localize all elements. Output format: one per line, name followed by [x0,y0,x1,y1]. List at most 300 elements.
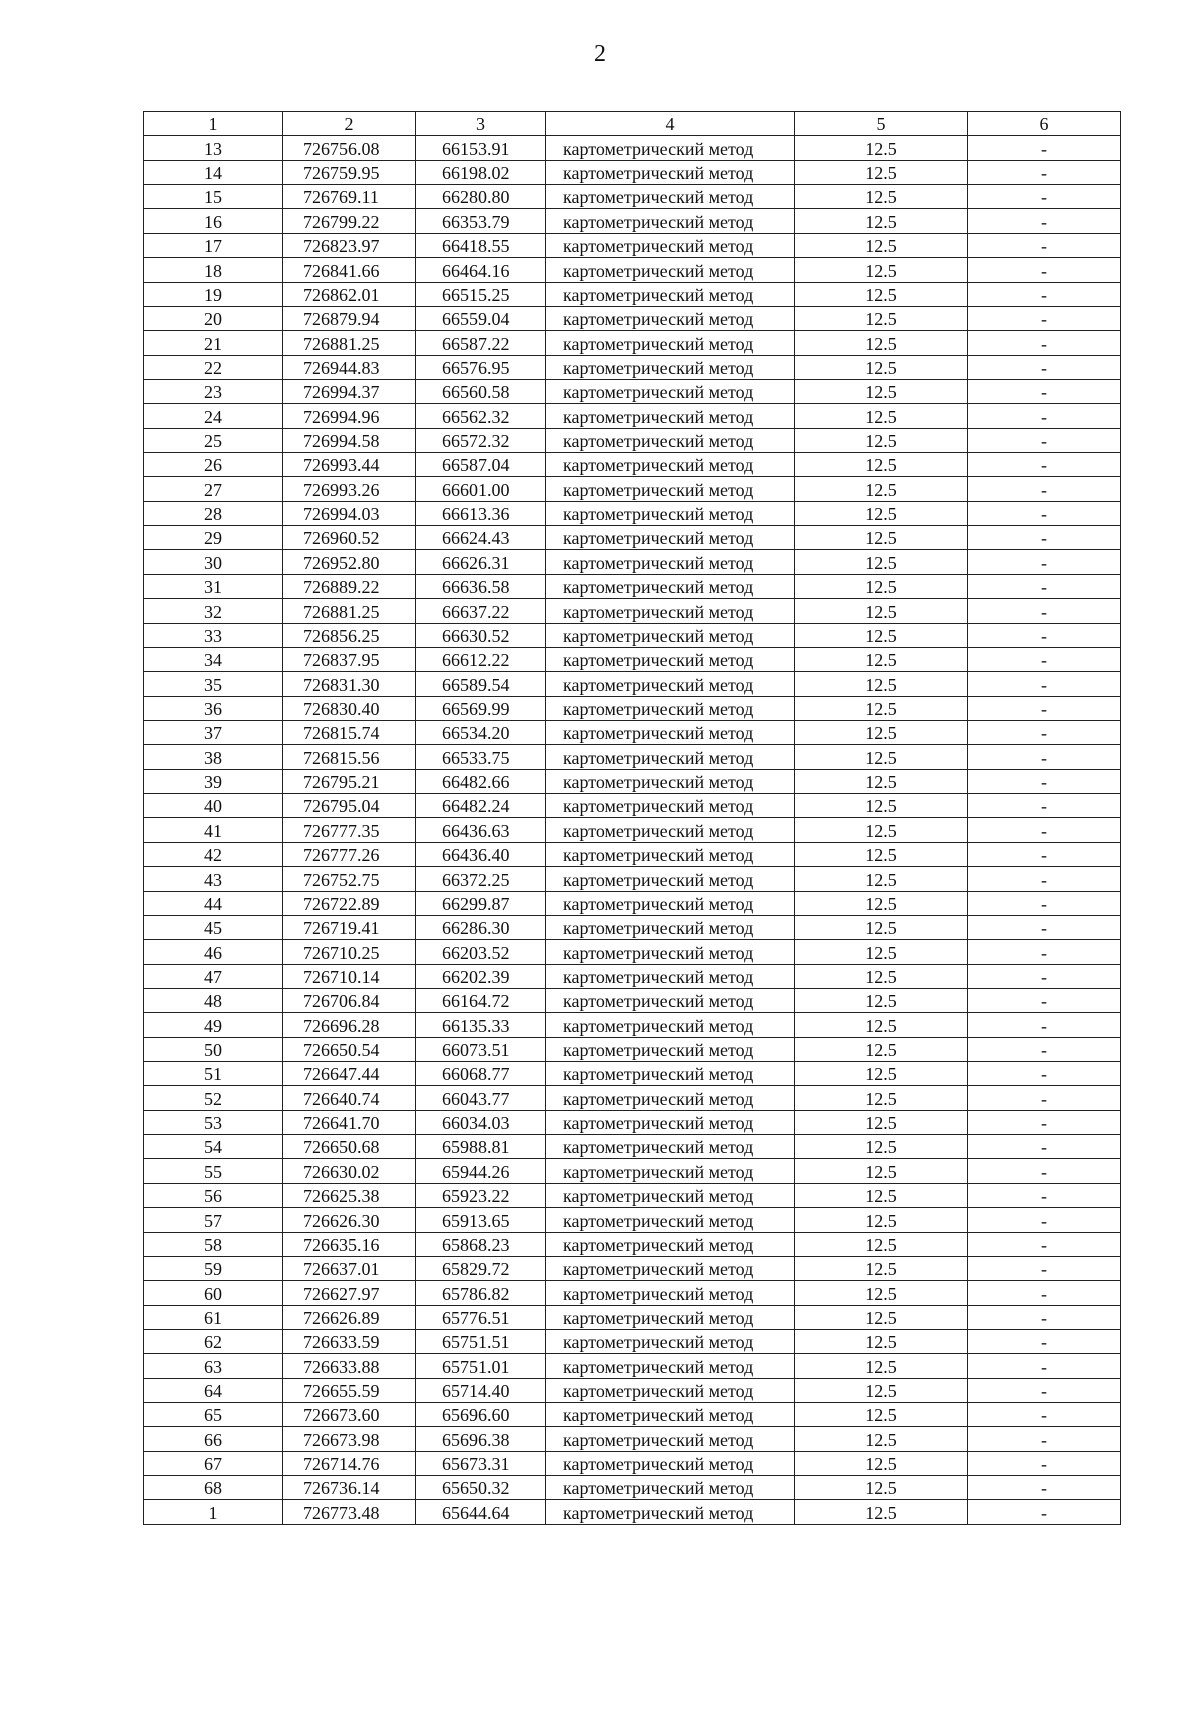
x-coordinate-cell: 726769.11 [283,185,416,209]
table-row [144,745,1121,769]
table-row [144,599,1121,623]
accuracy-cell: 12.5 [795,1256,968,1280]
method-cell: картометрический метод [546,842,795,866]
method-cell: картометрический метод [546,185,795,209]
x-coordinate-cell: 726795.21 [283,769,416,793]
method-cell: картометрический метод [546,209,795,233]
table-row [144,867,1121,891]
method-cell: картометрический метод [546,1403,795,1427]
x-coordinate-cell: 726944.83 [283,355,416,379]
description-cell: - [968,769,1121,793]
accuracy-cell: 12.5 [795,1476,968,1500]
description-cell: - [968,209,1121,233]
description-cell: - [968,404,1121,428]
y-coordinate-cell: 66572.32 [416,428,546,452]
x-coordinate-cell: 726650.68 [283,1135,416,1159]
method-cell: картометрический метод [546,1451,795,1475]
y-coordinate-cell: 66482.24 [416,794,546,818]
table-row [144,258,1121,282]
accuracy-cell: 12.5 [795,1086,968,1110]
description-cell: - [968,136,1121,160]
table-row [144,404,1121,428]
accuracy-cell: 12.5 [795,599,968,623]
accuracy-cell: 12.5 [795,233,968,257]
accuracy-cell: 12.5 [795,769,968,793]
accuracy-cell: 12.5 [795,1403,968,1427]
table-row [144,453,1121,477]
table-row [144,842,1121,866]
table-row [144,1062,1121,1086]
x-coordinate-cell: 726831.30 [283,672,416,696]
accuracy-cell: 12.5 [795,1500,968,1524]
table-row [144,1110,1121,1134]
description-cell: - [968,1256,1121,1280]
description-cell: - [968,1013,1121,1037]
point-number-cell: 17 [144,233,283,257]
method-cell: картометрический метод [546,1281,795,1305]
accuracy-cell: 12.5 [795,867,968,891]
description-cell: - [968,672,1121,696]
accuracy-cell: 12.5 [795,940,968,964]
method-cell: картометрический метод [546,404,795,428]
table-row [144,1354,1121,1378]
table-row [144,1329,1121,1353]
x-coordinate-cell: 726823.97 [283,233,416,257]
description-cell: - [968,258,1121,282]
table-row [144,355,1121,379]
point-number-cell: 36 [144,696,283,720]
point-number-cell: 21 [144,331,283,355]
description-cell: - [968,1378,1121,1402]
accuracy-cell: 12.5 [795,1305,968,1329]
method-cell: картометрический метод [546,1329,795,1353]
x-coordinate-cell: 726993.26 [283,477,416,501]
x-coordinate-cell: 726633.88 [283,1354,416,1378]
table-row [144,1427,1121,1451]
table-row [144,891,1121,915]
method-cell: картометрический метод [546,915,795,939]
x-coordinate-cell: 726815.74 [283,720,416,744]
y-coordinate-cell: 65829.72 [416,1256,546,1280]
x-coordinate-cell: 726815.56 [283,745,416,769]
table-row [144,696,1121,720]
method-cell: картометрический метод [546,769,795,793]
method-cell: картометрический метод [546,794,795,818]
point-number-cell: 63 [144,1354,283,1378]
table-row [144,1037,1121,1061]
description-cell: - [968,526,1121,550]
y-coordinate-cell: 65988.81 [416,1135,546,1159]
y-coordinate-cell: 65714.40 [416,1378,546,1402]
column-header-5: 5 [795,112,968,136]
y-coordinate-cell: 66418.55 [416,233,546,257]
x-coordinate-cell: 726710.25 [283,940,416,964]
y-coordinate-cell: 65944.26 [416,1159,546,1183]
table-row [144,647,1121,671]
method-cell: картометрический метод [546,1256,795,1280]
column-header-6: 6 [968,112,1121,136]
x-coordinate-cell: 726993.44 [283,453,416,477]
table-row [144,160,1121,184]
table-row [144,306,1121,330]
x-coordinate-cell: 726706.84 [283,988,416,1012]
y-coordinate-cell: 65696.38 [416,1427,546,1451]
point-number-cell: 56 [144,1183,283,1207]
point-number-cell: 67 [144,1451,283,1475]
method-cell: картометрический метод [546,233,795,257]
method-cell: картометрический метод [546,477,795,501]
point-number-cell: 27 [144,477,283,501]
accuracy-cell: 12.5 [795,647,968,671]
x-coordinate-cell: 726722.89 [283,891,416,915]
table-row [144,1159,1121,1183]
table-row [144,574,1121,598]
point-number-cell: 68 [144,1476,283,1500]
method-cell: картометрический метод [546,745,795,769]
description-cell: - [968,720,1121,744]
x-coordinate-cell: 726881.25 [283,599,416,623]
description-cell: - [968,1476,1121,1500]
point-number-cell: 29 [144,526,283,550]
accuracy-cell: 12.5 [795,672,968,696]
description-cell: - [968,964,1121,988]
y-coordinate-cell: 66534.20 [416,720,546,744]
point-number-cell: 44 [144,891,283,915]
accuracy-cell: 12.5 [795,379,968,403]
description-cell: - [968,1062,1121,1086]
point-number-cell: 50 [144,1037,283,1061]
table-row [144,550,1121,574]
y-coordinate-cell: 65696.60 [416,1403,546,1427]
point-number-cell: 1 [144,1500,283,1524]
x-coordinate-cell: 726756.08 [283,136,416,160]
table-row [144,623,1121,647]
method-cell: картометрический метод [546,1305,795,1329]
table-row [144,1183,1121,1207]
y-coordinate-cell: 65868.23 [416,1232,546,1256]
x-coordinate-cell: 726777.35 [283,818,416,842]
description-cell: - [968,1183,1121,1207]
x-coordinate-cell: 726673.60 [283,1403,416,1427]
point-number-cell: 28 [144,501,283,525]
y-coordinate-cell: 66533.75 [416,745,546,769]
x-coordinate-cell: 726637.01 [283,1256,416,1280]
x-coordinate-cell: 726837.95 [283,647,416,671]
point-number-cell: 31 [144,574,283,598]
x-coordinate-cell: 726759.95 [283,160,416,184]
table-header-row [144,112,1121,136]
accuracy-cell: 12.5 [795,745,968,769]
point-number-cell: 22 [144,355,283,379]
point-number-cell: 53 [144,1110,283,1134]
y-coordinate-cell: 65923.22 [416,1183,546,1207]
y-coordinate-cell: 66630.52 [416,623,546,647]
method-cell: картометрический метод [546,1232,795,1256]
method-cell: картометрический метод [546,599,795,623]
method-cell: картометрический метод [546,647,795,671]
y-coordinate-cell: 66436.40 [416,842,546,866]
x-coordinate-cell: 726626.30 [283,1208,416,1232]
method-cell: картометрический метод [546,867,795,891]
accuracy-cell: 12.5 [795,574,968,598]
y-coordinate-cell: 66198.02 [416,160,546,184]
accuracy-cell: 12.5 [795,1232,968,1256]
column-header-2: 2 [283,112,416,136]
table-row [144,1232,1121,1256]
x-coordinate-cell: 726994.37 [283,379,416,403]
y-coordinate-cell: 66587.22 [416,331,546,355]
method-cell: картометрический метод [546,720,795,744]
method-cell: картометрический метод [546,1062,795,1086]
y-coordinate-cell: 66203.52 [416,940,546,964]
method-cell: картометрический метод [546,1208,795,1232]
point-number-cell: 24 [144,404,283,428]
method-cell: картометрический метод [546,501,795,525]
x-coordinate-cell: 726994.96 [283,404,416,428]
x-coordinate-cell: 726952.80 [283,550,416,574]
method-cell: картометрический метод [546,453,795,477]
point-number-cell: 64 [144,1378,283,1402]
description-cell: - [968,282,1121,306]
accuracy-cell: 12.5 [795,1110,968,1134]
method-cell: картометрический метод [546,1110,795,1134]
x-coordinate-cell: 726655.59 [283,1378,416,1402]
y-coordinate-cell: 66636.58 [416,574,546,598]
accuracy-cell: 12.5 [795,1208,968,1232]
accuracy-cell: 12.5 [795,915,968,939]
y-coordinate-cell: 66164.72 [416,988,546,1012]
point-number-cell: 38 [144,745,283,769]
accuracy-cell: 12.5 [795,355,968,379]
accuracy-cell: 12.5 [795,526,968,550]
point-number-cell: 60 [144,1281,283,1305]
y-coordinate-cell: 66589.54 [416,672,546,696]
table-row [144,818,1121,842]
y-coordinate-cell: 66153.91 [416,136,546,160]
description-cell: - [968,1403,1121,1427]
description-cell: - [968,915,1121,939]
y-coordinate-cell: 66353.79 [416,209,546,233]
accuracy-cell: 12.5 [795,306,968,330]
y-coordinate-cell: 65673.31 [416,1451,546,1475]
accuracy-cell: 12.5 [795,428,968,452]
method-cell: картометрический метод [546,428,795,452]
point-number-cell: 51 [144,1062,283,1086]
method-cell: картометрический метод [546,1086,795,1110]
point-number-cell: 61 [144,1305,283,1329]
description-cell: - [968,233,1121,257]
method-cell: картометрический метод [546,623,795,647]
method-cell: картометрический метод [546,550,795,574]
method-cell: картометрический метод [546,1476,795,1500]
description-cell: - [968,160,1121,184]
page-number: 2 [594,41,606,67]
x-coordinate-cell: 726627.97 [283,1281,416,1305]
accuracy-cell: 12.5 [795,1451,968,1475]
table-row [144,1208,1121,1232]
x-coordinate-cell: 726777.26 [283,842,416,866]
point-number-cell: 15 [144,185,283,209]
point-number-cell: 33 [144,623,283,647]
y-coordinate-cell: 66482.66 [416,769,546,793]
x-coordinate-cell: 726795.04 [283,794,416,818]
y-coordinate-cell: 66624.43 [416,526,546,550]
description-cell: - [968,745,1121,769]
accuracy-cell: 12.5 [795,1427,968,1451]
accuracy-cell: 12.5 [795,453,968,477]
y-coordinate-cell: 66280.80 [416,185,546,209]
method-cell: картометрический метод [546,1183,795,1207]
table-row [144,1476,1121,1500]
y-coordinate-cell: 65644.64 [416,1500,546,1524]
accuracy-cell: 12.5 [795,1329,968,1353]
method-cell: картометрический метод [546,355,795,379]
table-row [144,794,1121,818]
y-coordinate-cell: 66068.77 [416,1062,546,1086]
point-number-cell: 66 [144,1427,283,1451]
y-coordinate-cell: 66034.03 [416,1110,546,1134]
description-cell: - [968,647,1121,671]
accuracy-cell: 12.5 [795,331,968,355]
x-coordinate-cell: 726641.70 [283,1110,416,1134]
y-coordinate-cell: 65776.51 [416,1305,546,1329]
table-row [144,233,1121,257]
description-cell: - [968,306,1121,330]
table-row [144,915,1121,939]
table-row [144,1451,1121,1475]
description-cell: - [968,428,1121,452]
table-row [144,1135,1121,1159]
y-coordinate-cell: 66372.25 [416,867,546,891]
table-row [144,1403,1121,1427]
x-coordinate-cell: 726881.25 [283,331,416,355]
y-coordinate-cell: 66464.16 [416,258,546,282]
description-cell: - [968,1305,1121,1329]
method-cell: картометрический метод [546,818,795,842]
x-coordinate-cell: 726625.38 [283,1183,416,1207]
method-cell: картометрический метод [546,574,795,598]
table-header [144,112,1121,136]
description-cell: - [968,1427,1121,1451]
x-coordinate-cell: 726640.74 [283,1086,416,1110]
description-cell: - [968,1354,1121,1378]
method-cell: картометрический метод [546,672,795,696]
point-number-cell: 45 [144,915,283,939]
point-number-cell: 48 [144,988,283,1012]
y-coordinate-cell: 65650.32 [416,1476,546,1500]
x-coordinate-cell: 726633.59 [283,1329,416,1353]
accuracy-cell: 12.5 [795,891,968,915]
y-coordinate-cell: 66587.04 [416,453,546,477]
point-number-cell: 47 [144,964,283,988]
description-cell: - [968,379,1121,403]
accuracy-cell: 12.5 [795,1354,968,1378]
point-number-cell: 43 [144,867,283,891]
table-row [144,331,1121,355]
point-number-cell: 55 [144,1159,283,1183]
table-row [144,379,1121,403]
x-coordinate-cell: 726719.41 [283,915,416,939]
table-row [144,526,1121,550]
x-coordinate-cell: 726994.03 [283,501,416,525]
x-coordinate-cell: 726673.98 [283,1427,416,1451]
point-number-cell: 16 [144,209,283,233]
y-coordinate-cell: 66626.31 [416,550,546,574]
accuracy-cell: 12.5 [795,258,968,282]
y-coordinate-cell: 66612.22 [416,647,546,671]
point-number-cell: 14 [144,160,283,184]
x-coordinate-cell: 726879.94 [283,306,416,330]
point-number-cell: 18 [144,258,283,282]
x-coordinate-cell: 726773.48 [283,1500,416,1524]
point-number-cell: 46 [144,940,283,964]
description-cell: - [968,331,1121,355]
description-cell: - [968,1086,1121,1110]
point-number-cell: 65 [144,1403,283,1427]
x-coordinate-cell: 726696.28 [283,1013,416,1037]
method-cell: картометрический метод [546,891,795,915]
description-cell: - [968,988,1121,1012]
accuracy-cell: 12.5 [795,185,968,209]
accuracy-cell: 12.5 [795,209,968,233]
accuracy-cell: 12.5 [795,623,968,647]
y-coordinate-cell: 66637.22 [416,599,546,623]
x-coordinate-cell: 726841.66 [283,258,416,282]
method-cell: картометрический метод [546,136,795,160]
coordinates-table [143,111,1121,1525]
accuracy-cell: 12.5 [795,818,968,842]
y-coordinate-cell: 66613.36 [416,501,546,525]
accuracy-cell: 12.5 [795,696,968,720]
y-coordinate-cell: 65786.82 [416,1281,546,1305]
x-coordinate-cell: 726630.02 [283,1159,416,1183]
description-cell: - [968,696,1121,720]
accuracy-cell: 12.5 [795,1013,968,1037]
x-coordinate-cell: 726856.25 [283,623,416,647]
point-number-cell: 49 [144,1013,283,1037]
description-cell: - [968,1110,1121,1134]
point-number-cell: 32 [144,599,283,623]
x-coordinate-cell: 726889.22 [283,574,416,598]
column-header-1: 1 [144,112,283,136]
table-row [144,501,1121,525]
point-number-cell: 19 [144,282,283,306]
table-row [144,988,1121,1012]
accuracy-cell: 12.5 [795,1183,968,1207]
accuracy-cell: 12.5 [795,842,968,866]
x-coordinate-cell: 726650.54 [283,1037,416,1061]
table-row [144,282,1121,306]
description-cell: - [968,891,1121,915]
method-cell: картометрический метод [546,306,795,330]
method-cell: картометрический метод [546,1500,795,1524]
y-coordinate-cell: 66562.32 [416,404,546,428]
point-number-cell: 59 [144,1256,283,1280]
description-cell: - [968,867,1121,891]
method-cell: картометрический метод [546,1427,795,1451]
method-cell: картометрический метод [546,696,795,720]
y-coordinate-cell: 66560.58 [416,379,546,403]
y-coordinate-cell: 66576.95 [416,355,546,379]
point-number-cell: 62 [144,1329,283,1353]
table-row [144,185,1121,209]
method-cell: картометрический метод [546,1354,795,1378]
y-coordinate-cell: 66043.77 [416,1086,546,1110]
table-row [144,477,1121,501]
description-cell: - [968,355,1121,379]
description-cell: - [968,1159,1121,1183]
point-number-cell: 42 [144,842,283,866]
